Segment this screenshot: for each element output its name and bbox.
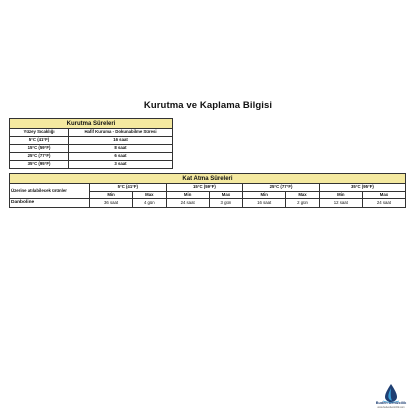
drying-times-table: [9, 118, 173, 169]
table-cell: 25°C (77°F): [10, 153, 69, 161]
table-cell: 12 saat: [319, 199, 362, 208]
drying-header-touch-dry: Hafif Kuruma - Dokunabilme Süresi: [69, 129, 173, 137]
table-row: [10, 153, 173, 161]
drying-header-surface-temp: Yüzey Sıcaklığı: [10, 129, 69, 137]
table-cell: 2 gün: [286, 199, 320, 208]
table-cell: 6 saat: [69, 153, 173, 161]
min-header: Min: [243, 192, 286, 199]
temp-header-15c: 15°C (59°F): [166, 184, 243, 192]
table-row: [10, 145, 173, 153]
max-header: Max: [286, 192, 320, 199]
table-cell: 15°C (59°F): [10, 145, 69, 153]
logo-tagline: www.budendenizcilik.com: [377, 406, 405, 409]
table-cell: 3 saat: [69, 161, 173, 169]
table-cell: 16 saat: [243, 199, 286, 208]
min-header: Min: [319, 192, 362, 199]
max-header: Max: [133, 192, 167, 199]
table-row: [10, 199, 406, 208]
table-cell: 24 saat: [166, 199, 209, 208]
min-header: Min: [166, 192, 209, 199]
table-cell: 36 saat: [90, 199, 133, 208]
product-name: Danboline: [10, 199, 90, 208]
table-cell: 3 gün: [209, 199, 243, 208]
overcoat-times-table: [9, 173, 406, 208]
min-header: Min: [90, 192, 133, 199]
table-cell: 5°C (41°F): [10, 137, 69, 145]
logo-name: Buden Denizcilik: [375, 401, 407, 405]
table-row: [10, 137, 173, 145]
table-cell: 24 saat: [362, 199, 405, 208]
temp-header-25c: 25°C (77°F): [243, 184, 320, 192]
max-header: Max: [209, 192, 243, 199]
overcoat-table-title: Kat Atma Süreleri: [10, 174, 406, 184]
table-row: [10, 161, 173, 169]
page-title: Kurutma ve Kaplama Bilgisi: [143, 100, 273, 111]
overcoat-row-header: Üzerine atılabilecek ürünler: [10, 184, 90, 199]
table-cell: 35°C (95°F): [10, 161, 69, 169]
table-cell: 8 saat: [69, 145, 173, 153]
max-header: Max: [362, 192, 405, 199]
temp-header-35c: 35°C (95°F): [319, 184, 405, 192]
temp-header-5c: 5°C (41°F): [90, 184, 167, 192]
table-cell: 4 gün: [133, 199, 167, 208]
table-cell: 16 saat: [69, 137, 173, 145]
drying-table-title: Kurutma Süreleri: [10, 119, 173, 129]
